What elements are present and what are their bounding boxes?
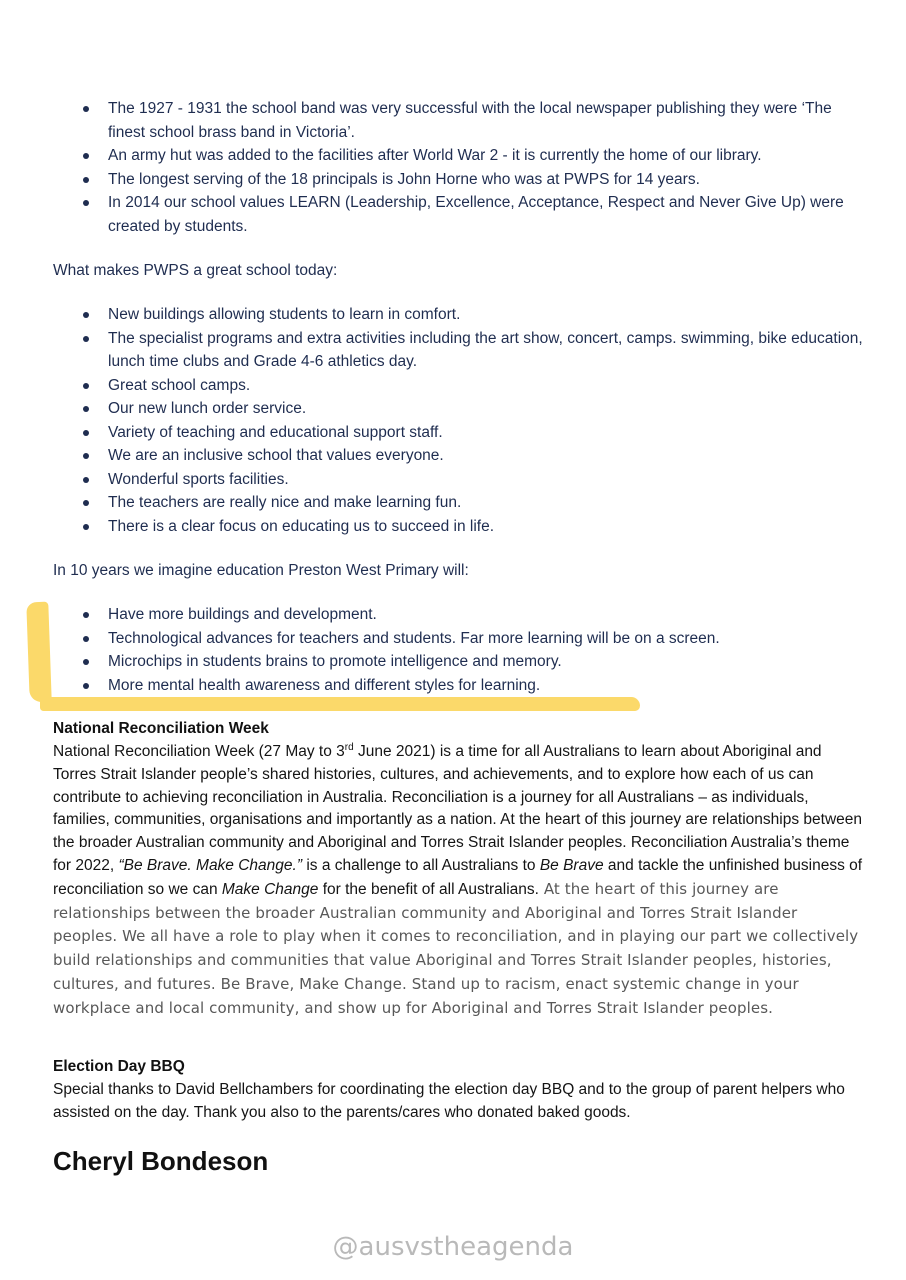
emphasis-text: Make Change: [221, 880, 319, 898]
theme-quote: “Be Brave. Make Change.”: [118, 856, 303, 874]
reconciliation-heading: National Reconciliation Week: [53, 720, 269, 737]
list-item: Microchips in students brains to promote intelligence and memory.: [80, 650, 870, 674]
list-item: We are an inclusive school that values everyone.: [80, 444, 870, 468]
list-item: The specialist programs and extra activities including the art show, concert, camps. swimming, bike education, lunch time clubs and Grade 4-6 athletics day.: [80, 327, 870, 374]
history-list: [80, 97, 870, 238]
list-item: Have more buildings and development.: [80, 603, 870, 627]
great-school-list: [80, 303, 870, 538]
pasted-text: At the heart of this journey are relationships between the broader Australian community and Aboriginal and Torres Strait Islander peoples. We all have a role to play when it comes to reconciliation, and in playing our part we collectively build relationships and communities that value Aboriginal and Torres Strait Islander peoples, histories, cultures, and futures. Be Brave, Make Change. Stand up to racism, enact systemic change in your workplace and local community, and show up for Aboriginal and Torres Strait Islander peoples.: [53, 879, 859, 1017]
reconciliation-paragraph: [53, 741, 863, 1021]
list-item: Great school camps.: [80, 374, 870, 398]
list-item: Wonderful sports facilities.: [80, 468, 870, 492]
bbq-heading: Election Day BBQ: [53, 1058, 185, 1075]
great-school-intro: What makes PWPS a great school today:: [53, 262, 338, 279]
superscript: rd: [344, 741, 354, 753]
paragraph-text: National Reconciliation Week (27 May to 3: [53, 743, 345, 760]
paragraph-text: June 2021) is a time for all Australians to learn about Aboriginal and Torres Strait Islander people’s shared histories, cultures, and achievements, and to explore how each of us can contribute to achieving reconciliation in Australia. Reconciliation is a journey for all Australians – as individuals, families, communities, organisations and importantly as a nation. At the heart of this journey are relationships between the broader Australian community and Aboriginal and Torres Strait Islander peoples. Reconciliation Australia’s theme for 2022,: [53, 743, 863, 874]
future-list: [80, 603, 870, 697]
list-item: New buildings allowing students to learn in comfort.: [80, 303, 870, 327]
watermark: @ausvstheagenda: [332, 1232, 574, 1262]
future-intro: In 10 years we imagine education Preston West Primary will:: [53, 562, 469, 579]
list-item: There is a clear focus on educating us to succeed in life.: [80, 515, 870, 539]
list-item: The teachers are really nice and make learning fun.: [80, 491, 870, 515]
list-item: Variety of teaching and educational support staff.: [80, 421, 870, 445]
highlighter-underline: [40, 697, 640, 711]
list-item: In 2014 our school values LEARN (Leadership, Excellence, Acceptance, Respect and Never Give Up) were created by students.: [80, 191, 870, 238]
list-item: More mental health awareness and different styles for learning.: [80, 674, 870, 698]
list-item: Technological advances for teachers and students. Far more learning will be on a screen.: [80, 627, 870, 651]
signature-name: Cheryl Bondeson: [53, 1146, 269, 1176]
highlighter-mark-vertical: [26, 602, 51, 703]
emphasis-text: Be Brave: [539, 856, 604, 874]
paragraph-text: and tackle the unfinished business of reconciliation so we can: [53, 856, 863, 898]
bbq-paragraph: Special thanks to David Bellchambers for coordinating the election day BBQ and to the group of parent helpers who assisted on the day. Thank you also to the parents/cares who donated baked goods.: [53, 1081, 845, 1121]
list-item: Our new lunch order service.: [80, 397, 870, 421]
paragraph-text: is a challenge to all Australians to: [302, 856, 540, 874]
list-item: The longest serving of the 18 principals is John Horne who was at PWPS for 14 years.: [80, 168, 870, 192]
paragraph-text: for the benefit of all Australians.: [318, 880, 539, 898]
list-item: The 1927 - 1931 the school band was very successful with the local newspaper publishing they were ‘The finest school brass band in Victoria’.: [80, 97, 870, 144]
list-item: An army hut was added to the facilities after World War 2 - it is currently the home of our library.: [80, 144, 870, 168]
